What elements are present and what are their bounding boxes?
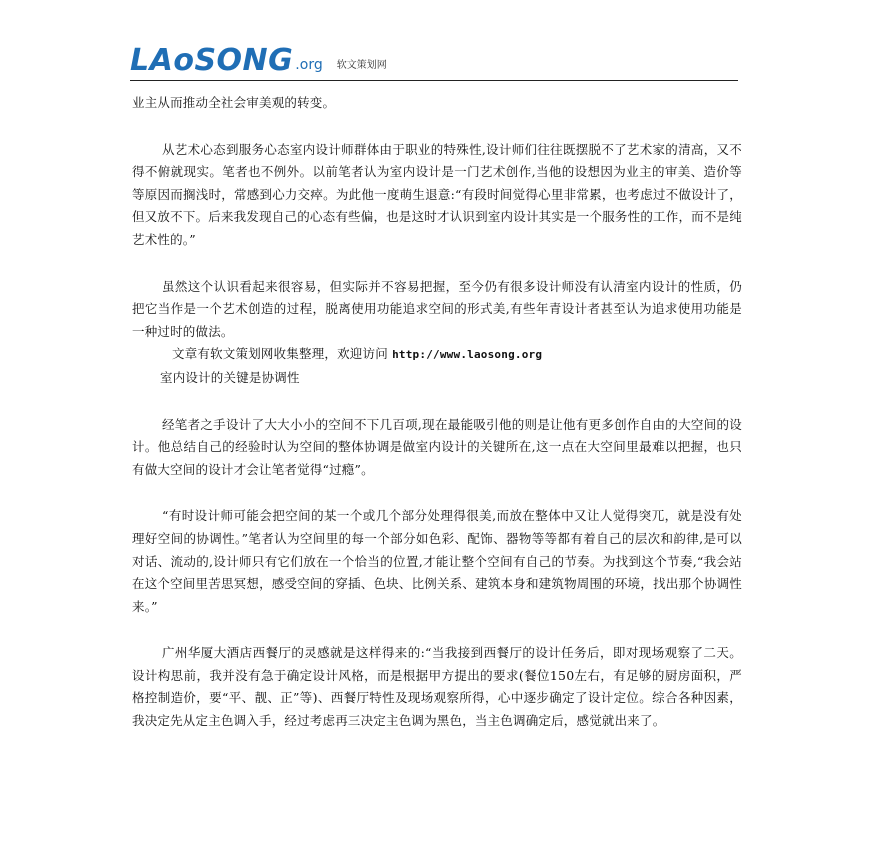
paragraph-3: 经笔者之手设计了大大小小的空间不下几百项,现在最能吸引他的则是让他有更多创作自由的大空间的设计。他总结自己的经验时认为空间的整体协调是做室内设计的关键所在,这一点在大空间里最难以把握，也只有做大空间的设计才会让笔者觉得“过瘾”。 — [132, 416, 742, 477]
site-logo[interactable] — [130, 36, 387, 76]
paragraph-4: “有时设计师可能会把空间的某一个或几个部分处理得很美,而放在整体中又让人觉得突兀，就是没有处理好空间的协调性。”笔者认为空间里的每一个部分如色彩、配饰、器物等等都有着自己的层次和韵律,是可以对话、流动的,设计师只有它们放在一个恰当的位置,才能让整个空间有自己的节奏。为找到这个节奏,“我会站在这个空间里苦思冥想，感受空间的穿插、色块、比例关系、建筑本身和建筑物周围的环境，找出那个协调性来。” — [132, 508, 742, 614]
section-heading: 室内设计的关键是协调性 — [160, 369, 300, 385]
source-note-text: 文章有软文策划网收集整理，欢迎访问 — [172, 346, 388, 362]
spacer — [132, 390, 742, 414]
article-body — [132, 92, 742, 733]
spacer — [132, 252, 742, 276]
paragraph-1: 从艺术心态到服务心态室内设计师群体由于职业的特殊性,设计师们往往既摆脱不了艺术家的清高，又不得不俯就现实。笔者也不例外。以前笔者认为室内设计是一门艺术创作,当他的设想因为业主的审美、造价等等原因而搁浅时，常感到心力交瘁。为此他一度萌生退意:“有段时间觉得心里非常累，也考虑过不做设计了，但又放不下。后来我发现自己的心态有些偏，也是这时才认识到室内设计其实是一个服务性的工作，而不是纯艺术性的。” — [132, 141, 742, 247]
spacer — [132, 618, 742, 642]
spacer — [132, 481, 742, 505]
site-tagline: 软文策划网 — [336, 60, 387, 71]
header-divider — [130, 80, 738, 81]
page-header — [130, 36, 740, 82]
paragraph-5: 广州华厦大酒店西餐厅的灵感就是这样得来的:“当我接到西餐厅的设计任务后，即对现场观察了二天。设计构思前，我并没有急于确定设计风格，而是根据甲方提出的要求(餐位150左右，有足够的厨房面积，严格控制造价，要“平、靓、正”等)、西餐厅特性及现场观察所得，心中逐步确定了设计定位。综合各种因素，我决定先从定主色调入手，经过考虑再三决定主色调为黑色，当主色调确定后，感觉就出来了。 — [132, 645, 742, 729]
logo-wordmark: LAoSONG — [130, 43, 294, 78]
source-url-link[interactable]: http://www.laosong.org — [392, 348, 543, 362]
paragraph-0: 业主从而推动全社会审美观的转变。 — [132, 95, 336, 110]
logo-domain: .org — [295, 57, 323, 73]
paragraph-2: 虽然这个认识看起来很容易，但实际并不容易把握，至今仍有很多设计师没有认清室内设计的性质，仍把它当作是一个艺术创造的过程，脱离使用功能追求空间的形式美,有些年青设计者甚至认为追求使用功能是一种过时的做法。 — [132, 278, 742, 339]
spacer — [132, 115, 742, 139]
source-note — [132, 343, 742, 367]
